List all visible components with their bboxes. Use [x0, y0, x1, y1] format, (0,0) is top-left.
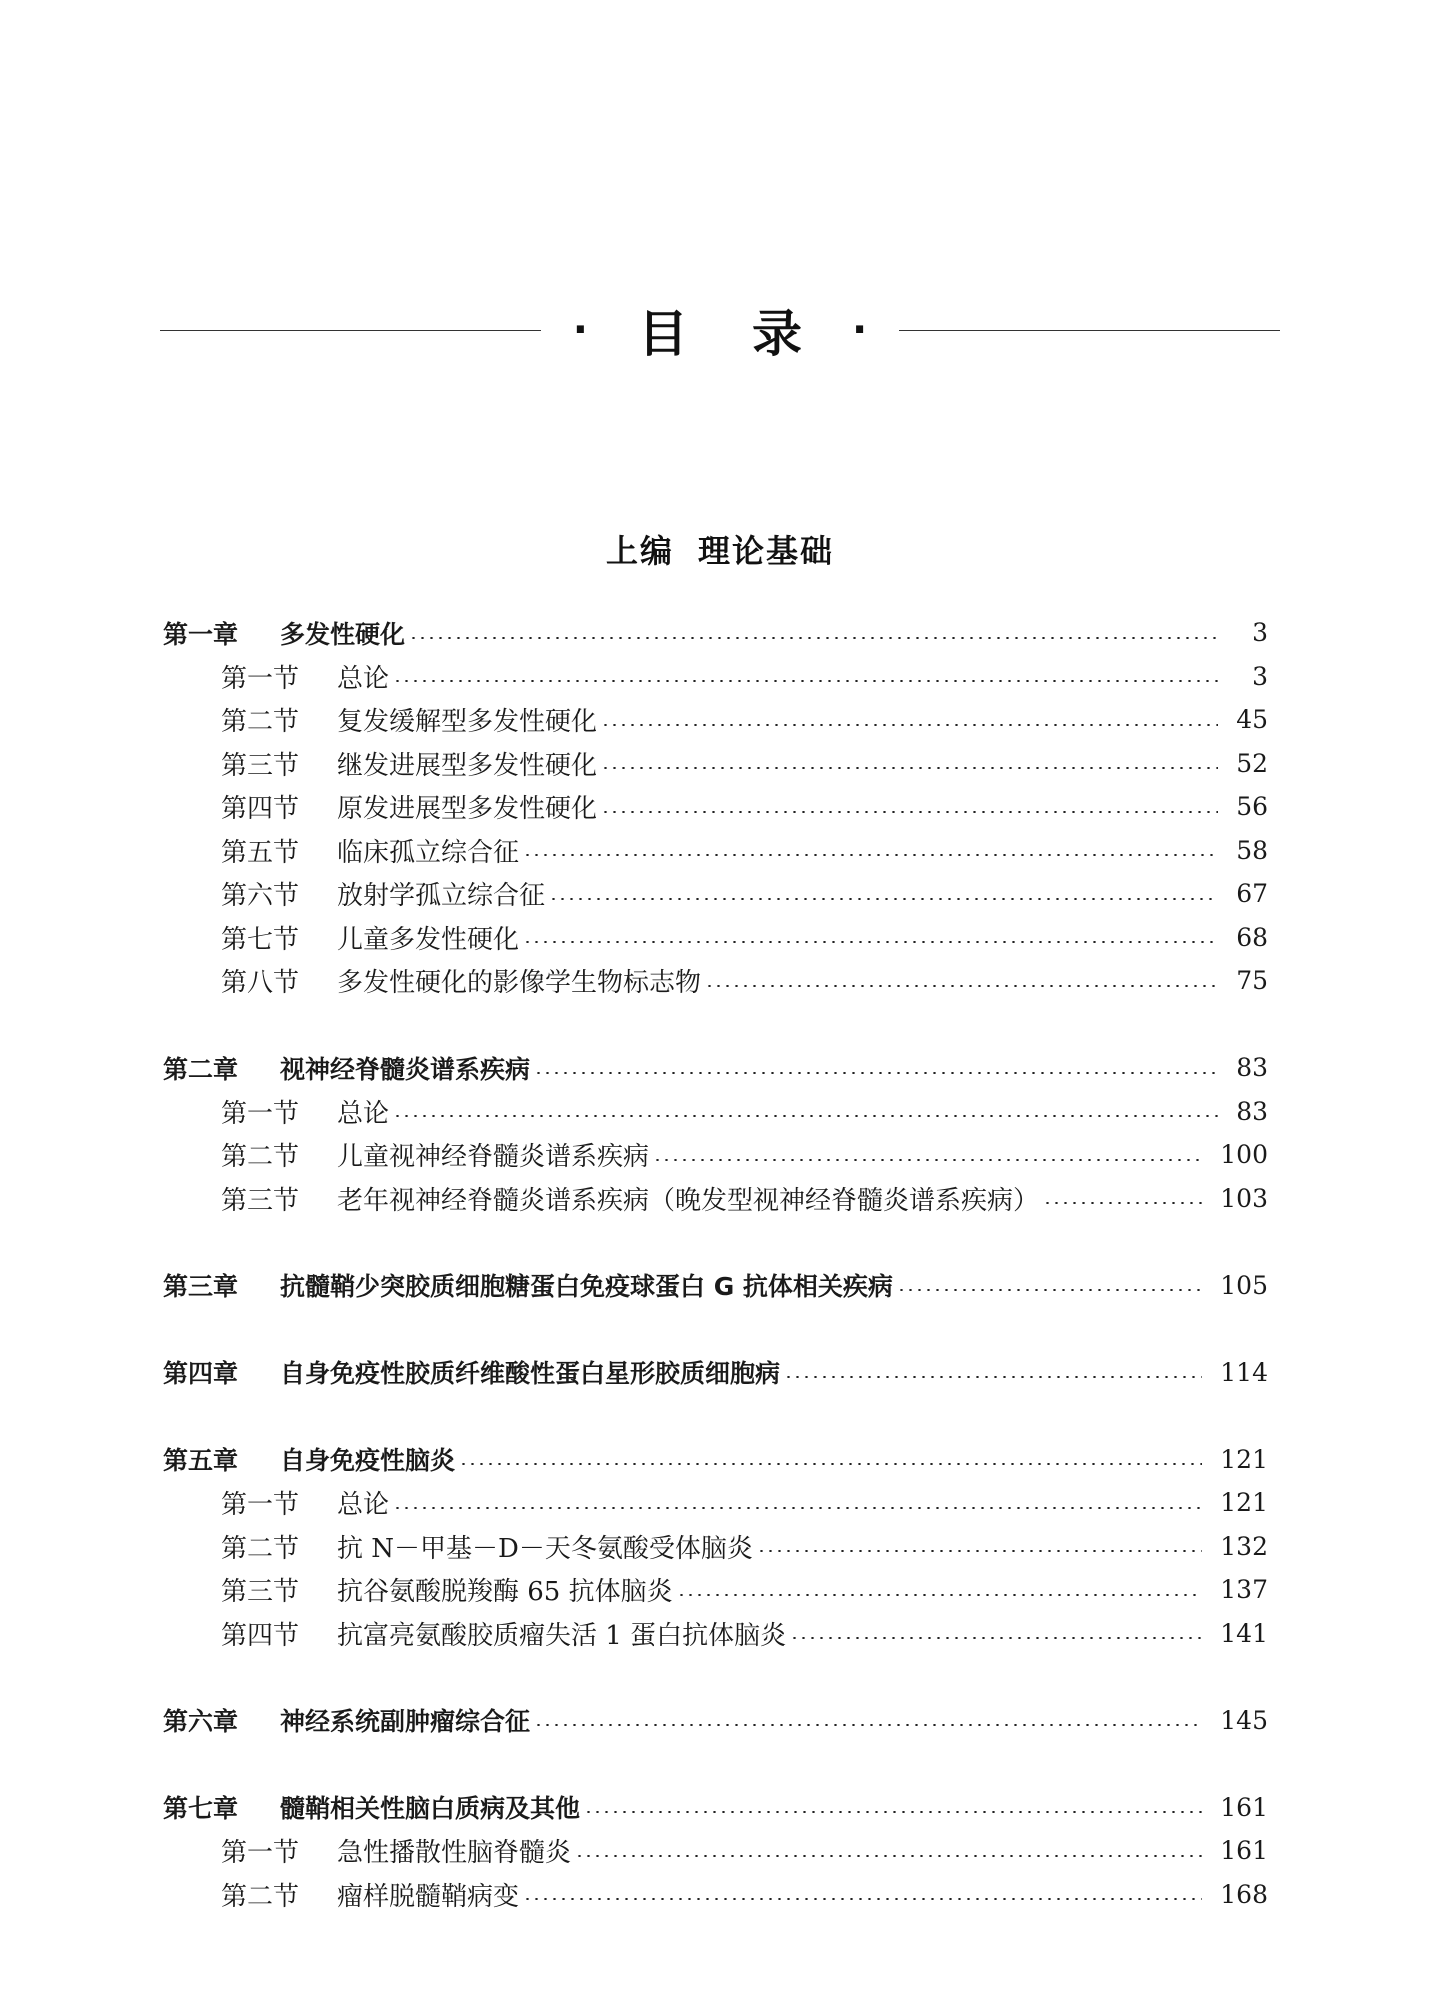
- section-title: 复发缓解型多发性硬化: [337, 707, 598, 738]
- dot-leader: [534, 1724, 1202, 1726]
- dot-leader: [575, 1855, 1202, 1857]
- page-number: 52: [1236, 748, 1268, 778]
- dot-leader: [393, 1115, 1218, 1117]
- dot-leader: [523, 1898, 1202, 1900]
- section-title: 总论: [337, 1098, 390, 1129]
- dot-leader: [601, 767, 1218, 769]
- toc-section-1-1[interactable]: [163, 655, 1268, 699]
- toc-section-1-6[interactable]: [163, 872, 1268, 916]
- page-number: 168: [1220, 1879, 1268, 1909]
- section-number: 第二节: [221, 1881, 300, 1912]
- page-number: 121: [1220, 1444, 1268, 1474]
- toc-section-1-2[interactable]: [163, 698, 1268, 742]
- dot-leader: [757, 1550, 1202, 1552]
- page-number: 105: [1220, 1270, 1268, 1300]
- section-number: 第六节: [221, 881, 300, 912]
- chapter-number: 第一章: [163, 619, 239, 649]
- section-number: 第八节: [221, 968, 300, 999]
- page-number: 137: [1220, 1575, 1268, 1605]
- section-number: 第五节: [221, 837, 300, 868]
- page-number: 161: [1220, 1792, 1268, 1822]
- toc-section-2-3[interactable]: [163, 1177, 1268, 1221]
- toc-section-5-4[interactable]: [163, 1612, 1268, 1656]
- part-label: 上编: [605, 532, 674, 570]
- toc-chapter-2[interactable]: [163, 1046, 1268, 1090]
- title-char-2: 录: [752, 305, 802, 363]
- section-number: 第一节: [221, 1098, 300, 1129]
- dot-leader: [677, 1594, 1203, 1596]
- page-number: 121: [1220, 1488, 1268, 1518]
- section-title: 继发进展型多发性硬化: [337, 750, 598, 781]
- toc-section-5-1[interactable]: [163, 1481, 1268, 1525]
- section-number: 第三节: [221, 750, 300, 781]
- section-number: 第二节: [221, 707, 300, 738]
- chapter-title: 视神经脊髓炎谱系疾病: [280, 1054, 531, 1084]
- dot-leader: [897, 1289, 1202, 1291]
- section-number: 第一节: [221, 1838, 300, 1869]
- section-number: 第一节: [221, 1490, 300, 1521]
- page-title: [541, 294, 899, 366]
- section-number: 第七节: [221, 924, 300, 955]
- page-number: 132: [1220, 1531, 1268, 1561]
- toc-section-1-8[interactable]: [163, 959, 1268, 1003]
- section-title: 儿童视神经脊髓炎谱系疾病: [337, 1142, 650, 1173]
- page-number: 161: [1220, 1836, 1268, 1866]
- page-number: 141: [1220, 1618, 1268, 1648]
- dot-leader: [601, 724, 1218, 726]
- section-number: 第三节: [221, 1185, 300, 1216]
- header-rule-left: [160, 330, 541, 331]
- section-title: 抗谷氨酸脱羧酶 65 抗体脑炎: [337, 1577, 673, 1608]
- dot-leader: [653, 1159, 1202, 1161]
- section-title: 临床孤立综合征: [337, 837, 520, 868]
- section-number: 第三节: [221, 1577, 300, 1608]
- chapter-number: 第二章: [163, 1054, 239, 1084]
- page-number: 100: [1220, 1140, 1268, 1170]
- toc-section-1-5[interactable]: [163, 829, 1268, 873]
- chapter-title: 自身免疫性脑炎: [280, 1446, 456, 1476]
- table-of-contents: [163, 611, 1268, 1916]
- page-number: 75: [1236, 966, 1268, 996]
- part-heading: [0, 526, 1440, 572]
- title-char-1: 目: [638, 305, 688, 363]
- section-number: 第二节: [221, 1142, 300, 1173]
- section-title: 急性播散性脑脊髓炎: [337, 1838, 572, 1869]
- dot-leader: [523, 941, 1218, 943]
- section-number: 第四节: [221, 1620, 300, 1651]
- toc-chapter-3[interactable]: [163, 1264, 1268, 1308]
- dot-leader: [705, 985, 1218, 987]
- section-title: 瘤样脱髓鞘病变: [337, 1881, 520, 1912]
- section-title: 总论: [337, 1490, 390, 1521]
- toc-chapter-5[interactable]: [163, 1438, 1268, 1482]
- section-title: 抗富亮氨酸胶质瘤失活 1 蛋白抗体脑炎: [337, 1620, 787, 1651]
- chapter-title: 自身免疫性胶质纤维酸性蛋白星形胶质细胞病: [280, 1359, 781, 1389]
- toc-section-5-2[interactable]: [163, 1525, 1268, 1569]
- section-title: 多发性硬化的影像学生物标志物: [337, 968, 702, 999]
- chapter-title: 神经系统副肿瘤综合征: [280, 1707, 531, 1737]
- dot-leader: [393, 680, 1220, 682]
- page-number: 68: [1236, 922, 1268, 952]
- dot-leader: [523, 854, 1218, 856]
- page-number: 67: [1236, 879, 1268, 909]
- toc-chapter-7[interactable]: [163, 1786, 1268, 1830]
- part-name: 理论基础: [698, 532, 835, 570]
- section-title: 放射学孤立综合征: [337, 881, 546, 912]
- chapter-number: 第三章: [163, 1272, 239, 1302]
- toc-section-1-3[interactable]: [163, 742, 1268, 786]
- page-number: 114: [1220, 1357, 1268, 1387]
- page-number: 3: [1252, 661, 1268, 691]
- section-title: 儿童多发性硬化: [337, 924, 520, 955]
- chapter-number: 第六章: [163, 1707, 239, 1737]
- page-number: 83: [1236, 1096, 1268, 1126]
- header-rule-right: [899, 330, 1280, 331]
- dot-leader: [393, 1507, 1202, 1509]
- page-number: 103: [1220, 1183, 1268, 1213]
- section-title: 抗 N－甲基－D－天冬氨酸受体脑炎: [337, 1533, 753, 1564]
- dot-leader: [534, 1072, 1218, 1074]
- page-number: 58: [1236, 835, 1268, 865]
- toc-section-7-2[interactable]: [163, 1873, 1268, 1917]
- page-number: 145: [1220, 1705, 1268, 1735]
- toc-header: [160, 300, 1280, 363]
- page-number: 3: [1252, 618, 1268, 648]
- dot-leader: [459, 1463, 1202, 1465]
- chapter-title: 抗髓鞘少突胶质细胞糖蛋白免疫球蛋白 G 抗体相关疾病: [280, 1272, 893, 1302]
- dot-leader: [1043, 1202, 1202, 1204]
- dot-leader: [409, 637, 1220, 639]
- toc-section-1-4[interactable]: [163, 785, 1268, 829]
- page-number: 83: [1236, 1053, 1268, 1083]
- section-title: 老年视神经脊髓炎谱系疾病（晚发型视神经脊髓炎谱系疾病）: [337, 1185, 1040, 1216]
- section-title: 总论: [337, 663, 390, 694]
- chapter-number: 第五章: [163, 1446, 239, 1476]
- page-number: 56: [1236, 792, 1268, 822]
- chapter-title: 髓鞘相关性脑白质病及其他: [280, 1794, 581, 1824]
- toc-chapter-6[interactable]: [163, 1699, 1268, 1743]
- section-number: 第二节: [221, 1533, 300, 1564]
- section-number: 第一节: [221, 663, 300, 694]
- dot-leader: [790, 1637, 1202, 1639]
- section-title: 原发进展型多发性硬化: [337, 794, 598, 825]
- section-number: 第四节: [221, 794, 300, 825]
- chapter-number: 第七章: [163, 1794, 239, 1824]
- toc-chapter-1[interactable]: [163, 611, 1268, 655]
- dot-leader: [549, 898, 1218, 900]
- toc-section-1-7[interactable]: [163, 916, 1268, 960]
- dot-leader: [784, 1376, 1202, 1378]
- toc-section-5-3[interactable]: [163, 1568, 1268, 1612]
- chapter-title: 多发性硬化: [280, 619, 406, 649]
- toc-section-2-1[interactable]: [163, 1090, 1268, 1134]
- page-number: 45: [1236, 705, 1268, 735]
- dot-leader: [601, 811, 1218, 813]
- title-dot-right: ·: [852, 307, 868, 353]
- toc-section-2-2[interactable]: [163, 1133, 1268, 1177]
- chapter-number: 第四章: [163, 1359, 239, 1389]
- title-dot-left: ·: [572, 307, 588, 353]
- toc-chapter-4[interactable]: [163, 1351, 1268, 1395]
- dot-leader: [584, 1811, 1202, 1813]
- toc-section-7-1[interactable]: [163, 1829, 1268, 1873]
